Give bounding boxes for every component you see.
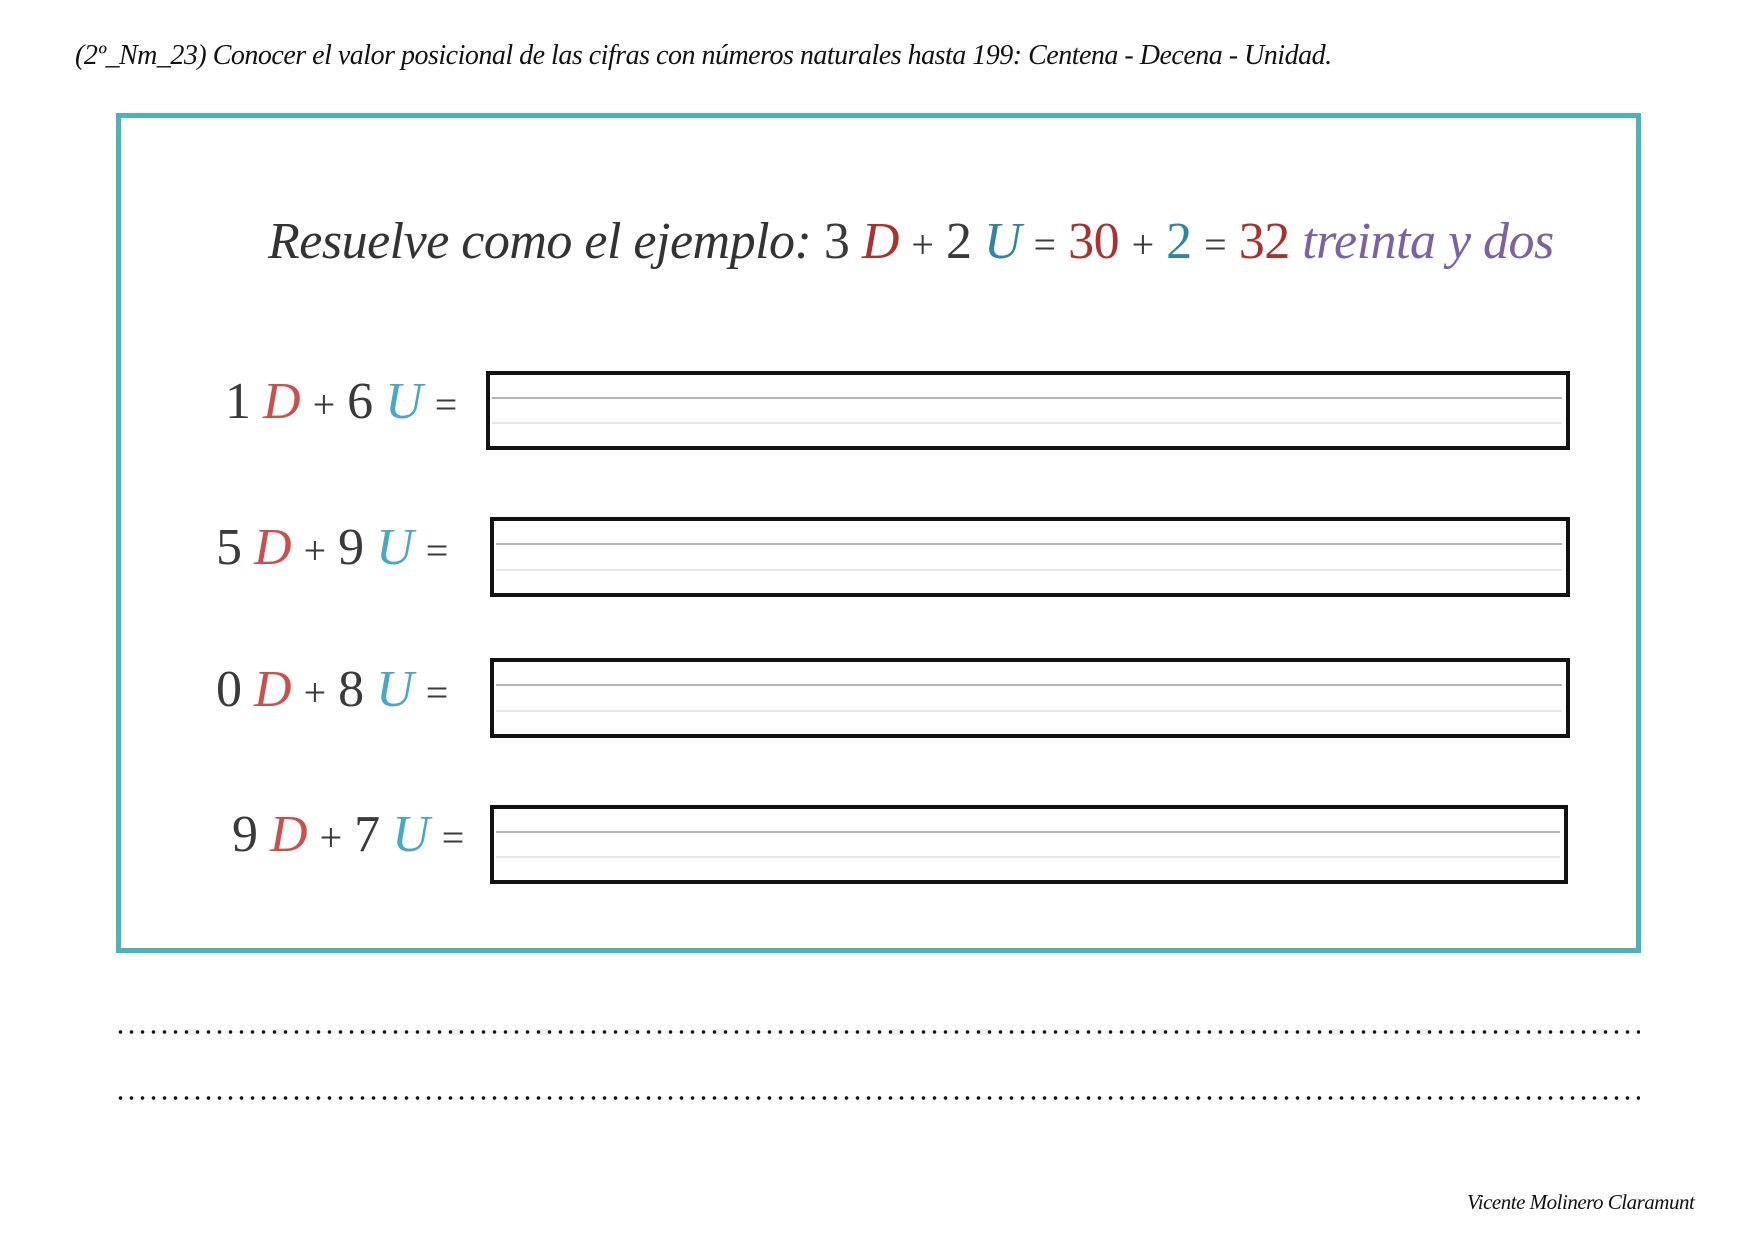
page-title: (2º_Nm_23) Conocer el valor posicional de las cifras con números naturales hasta 199: Centena - Decena - Unidad. xyxy=(75,40,1332,71)
exercise-tens: 1 xyxy=(225,373,251,430)
exercise-units: 6 xyxy=(347,373,373,430)
author-signature: Vicente Molinero Claramunt xyxy=(1467,1190,1695,1214)
example-units-digit: 2 xyxy=(945,213,972,270)
example-plus: + xyxy=(1131,222,1154,267)
example-result-words: treinta y dos xyxy=(1302,213,1554,270)
writing-line-2[interactable] xyxy=(115,1096,1640,1100)
exercise-3-label xyxy=(216,660,448,719)
guide-line xyxy=(496,569,1562,571)
exercise-plus: + xyxy=(312,382,335,427)
exercise-2-answer-box[interactable] xyxy=(490,517,1570,597)
exercise-units-symbol: U xyxy=(385,373,423,430)
guide-line xyxy=(496,856,1560,858)
exercise-equals: = xyxy=(434,382,457,427)
example-equals: = xyxy=(1033,222,1056,267)
exercise-units-symbol: U xyxy=(376,661,414,718)
exercise-tens: 5 xyxy=(216,519,242,576)
exercise-2-label xyxy=(216,518,448,577)
guide-line xyxy=(496,684,1562,686)
writing-line-1[interactable] xyxy=(115,1030,1640,1034)
guide-line xyxy=(496,831,1560,833)
example-result: 32 xyxy=(1238,213,1290,270)
example-tens-value: 30 xyxy=(1068,213,1120,270)
instruction-lead: Resuelve como el ejemplo: xyxy=(268,213,812,270)
exercise-equals: = xyxy=(425,670,448,715)
example-units-value: 2 xyxy=(1166,213,1192,270)
guide-line xyxy=(492,422,1562,424)
example-tens-symbol: D xyxy=(861,213,899,270)
exercise-1-answer-box[interactable] xyxy=(486,371,1570,450)
example-tens-digit: 3 xyxy=(823,213,850,270)
exercise-tens-symbol: D xyxy=(270,806,308,863)
exercise-3-answer-box[interactable] xyxy=(490,658,1570,738)
example-plus: + xyxy=(911,222,934,267)
exercise-units: 9 xyxy=(338,519,364,576)
exercise-plus: + xyxy=(303,528,326,573)
exercise-1-label xyxy=(225,372,457,431)
exercise-4-answer-box[interactable] xyxy=(490,805,1568,884)
exercise-units: 7 xyxy=(354,806,380,863)
guide-line xyxy=(492,397,1562,399)
exercise-units-symbol: U xyxy=(392,806,430,863)
exercise-equals: = xyxy=(425,528,448,573)
instruction-heading xyxy=(268,212,1554,271)
exercise-tens-symbol: D xyxy=(254,519,292,576)
exercise-units-symbol: U xyxy=(376,519,414,576)
exercise-plus: + xyxy=(319,815,342,860)
guide-line xyxy=(496,543,1562,545)
guide-line xyxy=(496,710,1562,712)
exercise-tens-symbol: D xyxy=(254,661,292,718)
exercise-tens: 0 xyxy=(216,661,242,718)
exercise-units: 8 xyxy=(338,661,364,718)
exercise-tens: 9 xyxy=(232,806,258,863)
exercise-tens-symbol: D xyxy=(263,373,301,430)
example-equals: = xyxy=(1204,222,1227,267)
exercise-plus: + xyxy=(303,670,326,715)
exercise-4-label xyxy=(232,805,464,864)
exercise-equals: = xyxy=(441,815,464,860)
example-units-symbol: U xyxy=(983,213,1022,270)
